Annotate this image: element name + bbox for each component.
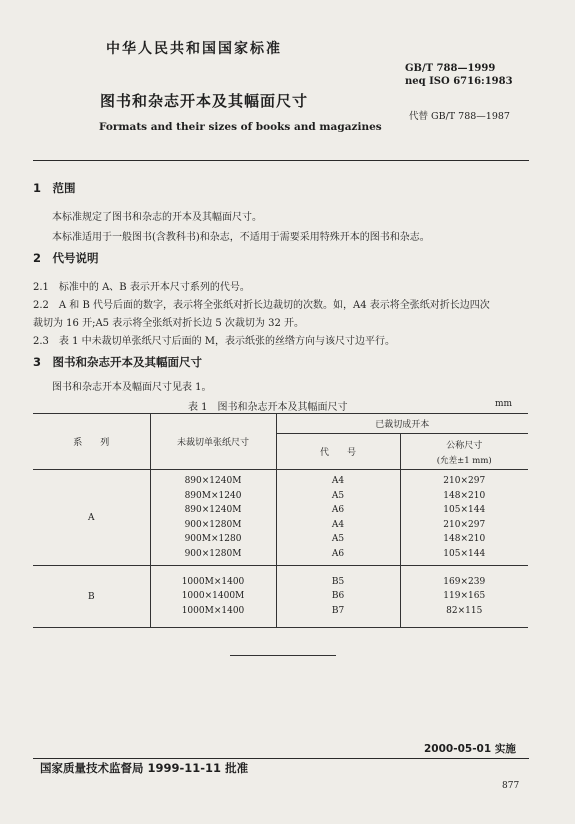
header-tolerance: (允差±1 mm) (436, 455, 492, 466)
standard-code-block (405, 62, 513, 88)
format-code: A6 (331, 505, 345, 515)
nominal-size: 119×165 (443, 591, 486, 602)
section-2-3: 2.3 表 1 中未裁切单张纸尺寸后面的 M，表示纸张的丝绺方向与该尺寸边平行。 (33, 336, 396, 347)
format-size-table (33, 413, 528, 628)
table-unit: mm (495, 399, 513, 409)
nominal-size: 148×210 (443, 490, 486, 501)
english-title: Formats and their sizes of books and magazines (99, 121, 382, 133)
table-row (33, 470, 528, 566)
header-code: 代 号 (276, 434, 400, 470)
nominal-size: 105×144 (443, 505, 486, 515)
format-code: A6 (331, 548, 345, 559)
format-code: A5 (331, 490, 345, 501)
nominal-size: 169×239 (443, 576, 486, 587)
nominal-size-cell (400, 470, 528, 566)
nominal-size-cell (400, 566, 528, 628)
section-3-heading: 3 图书和杂志开本及其幅面尺寸 (33, 355, 202, 369)
sheet-size: 890×1240M (184, 505, 242, 515)
sheet-size: 890M×1240 (184, 490, 242, 501)
standard-code: GB/T 788—1999 (405, 63, 496, 74)
sheet-size-cell (150, 566, 276, 628)
series-cell: A (33, 470, 150, 566)
sheet-size: 900M×1280 (184, 534, 242, 544)
format-code: B6 (331, 591, 345, 602)
nominal-size: 210×297 (443, 476, 486, 486)
format-code: A4 (331, 519, 345, 530)
header-nominal-size (400, 434, 528, 470)
section-2-2-line-1: 2.2 A 和 B 代号后面的数字，表示将全张纸对折长边裁切的次数。如，A4 表示将全张纸对折长边四次 (33, 300, 490, 311)
section-2-2-line-2: 裁切为 16 开;A5 表示将全张纸对折长边 5 次裁切为 32 开。 (33, 318, 305, 329)
series-cell: B (33, 566, 150, 628)
sheet-size: 890×1240M (184, 476, 242, 486)
format-code: B7 (331, 605, 345, 616)
document-title: 图书和杂志开本及其幅面尺寸 (100, 92, 309, 110)
effective-date: 2000-05-01 实施 (424, 743, 516, 755)
header-size-label: 公称尺寸 (446, 440, 483, 451)
sheet-size: 900×1280M (184, 519, 242, 530)
code-cell (276, 470, 400, 566)
standard-org-title: 中华人民共和国国家标准 (106, 41, 282, 57)
end-of-text-rule (230, 655, 336, 656)
header-series: 系 列 (33, 414, 150, 470)
section-2-heading: 2 代号说明 (33, 251, 99, 265)
footer-rule (33, 758, 529, 759)
format-code: B5 (331, 576, 345, 587)
sheet-size: 1000×1400M (181, 591, 245, 602)
table-caption: 表 1 图书和杂志开本及其幅面尺寸 (188, 402, 348, 413)
page-number: 877 (502, 781, 520, 791)
header-rule (33, 160, 529, 161)
header-cut-group: 已裁切成开本 (276, 414, 528, 434)
sheet-size: 1000M×1400 (181, 576, 245, 587)
section-1-para-2: 本标准适用于一般图书(含教科书)和杂志，不适用于需要采用特殊开本的图书和杂志。 (52, 232, 430, 243)
section-2-1: 2.1 标准中的 A、B 表示开本尺寸系列的代号。 (33, 282, 250, 293)
section-3-para: 图书和杂志开本及幅面尺寸见表 1。 (52, 382, 212, 393)
nominal-size: 148×210 (443, 534, 486, 544)
table-row (33, 566, 528, 628)
replaces-note: 代替 GB/T 788—1987 (409, 111, 510, 122)
nominal-size: 82×115 (446, 605, 483, 616)
sheet-size: 900×1280M (184, 548, 242, 559)
section-1-para-1: 本标准规定了图书和杂志的开本及其幅面尺寸。 (52, 212, 262, 223)
neq-reference: neq ISO 6716:1983 (405, 76, 513, 87)
approval-line: 国家质量技术监督局 1999-11-11 批准 (40, 761, 249, 775)
section-1-heading: 1 范围 (33, 181, 76, 195)
sheet-size-cell (150, 470, 276, 566)
header-sheet-size: 未裁切单张纸尺寸 (150, 414, 276, 470)
sheet-size: 1000M×1400 (181, 605, 245, 616)
nominal-size: 210×297 (443, 519, 486, 530)
code-cell (276, 566, 400, 628)
format-code: A4 (331, 476, 345, 486)
nominal-size: 105×144 (443, 548, 486, 559)
format-code: A5 (331, 534, 345, 544)
